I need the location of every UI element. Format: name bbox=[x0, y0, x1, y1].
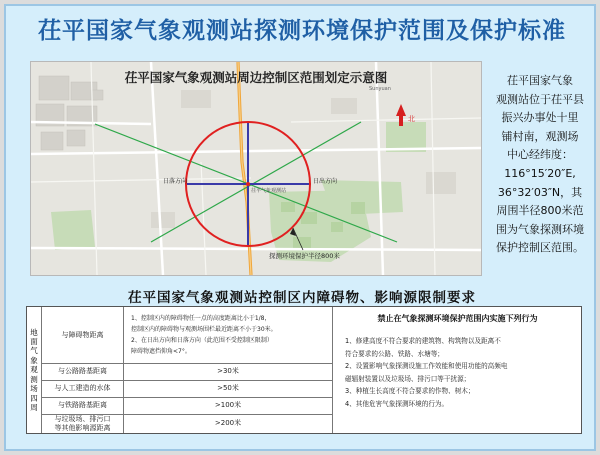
table-row-requirement: >200米 bbox=[214, 419, 242, 427]
rule-line: 磁辐射装置以及垃圾场、排污口等干扰源； bbox=[345, 374, 471, 383]
prohibited-actions-title: 禁止在气象探测环境保护范围内实施下列行为 bbox=[377, 313, 538, 323]
sunset-direction-label: 日落方向 bbox=[163, 178, 188, 185]
table-divider bbox=[332, 307, 333, 433]
rule-line: 4、其他危害气象探测环境的行为。 bbox=[345, 399, 449, 408]
table-row-requirement: >100米 bbox=[214, 401, 242, 409]
table-row-requirement: >30米 bbox=[217, 367, 239, 375]
rule-line: 符合要求的公路、铁路、水塘等； bbox=[345, 349, 444, 358]
protection-radius-label: 探测环境保护半径800米 bbox=[269, 252, 340, 260]
side-label-char: 气 bbox=[30, 346, 38, 356]
rule-line: 1、修建高度不符合要求的建筑物、构筑物以及距离不 bbox=[345, 337, 501, 345]
description-line: 观测站位于茌平县 bbox=[496, 92, 584, 106]
description-line: 振兴办事处十里 bbox=[501, 111, 579, 125]
description-line: 茌平国家气象 bbox=[507, 74, 573, 87]
description-line: 围为气象探测环境 bbox=[496, 222, 584, 236]
side-label-char: 观 bbox=[30, 365, 38, 375]
map-title: 茌平国家气象观测站周边控制区范围划定示意图 bbox=[124, 70, 388, 85]
rule-line: 2、设置影响气象探测设施工作效能和使用功能的高频电 bbox=[345, 362, 508, 371]
side-label bbox=[27, 307, 41, 433]
side-label-char: 面 bbox=[30, 337, 38, 347]
requirements-table bbox=[26, 306, 582, 434]
rule-line: 3、种植生长高度不符合要求的作物、树木； bbox=[345, 387, 475, 396]
description-line: 周围半径800米范 bbox=[496, 204, 584, 218]
requirement-line: 1、控制区内的障碍物任一点的高度距离比小于1/8， bbox=[131, 315, 271, 322]
section-title: 茌平国家气象观测站控制区内障碍物、影响源限制要求 bbox=[128, 290, 476, 306]
map-graphic bbox=[31, 62, 481, 275]
requirement-line: 2、在日出方向和日落方向（此范围不受控制区限制） bbox=[131, 337, 273, 344]
table-row-item: 与人工建造的水体 bbox=[54, 384, 111, 392]
requirement-line: 障碍物遮挡仰角<7°。 bbox=[131, 348, 191, 355]
prohibited-actions-list bbox=[345, 335, 575, 411]
protection-area-map bbox=[30, 61, 482, 276]
table-row-item: 与障碍物距离 bbox=[61, 330, 104, 339]
item-line: 与垃圾场、排污口 bbox=[54, 414, 111, 423]
main-title: 茌平国家气象观测站探测环境保护范围及保护标准 bbox=[38, 17, 566, 44]
info-board bbox=[4, 4, 596, 451]
side-label-char: 周 bbox=[30, 402, 38, 412]
description-line: 铺村南，观测场 bbox=[501, 129, 579, 143]
sunrise-direction-label: 日出方向 bbox=[313, 178, 338, 185]
table-row-item: 与铁路路基距离 bbox=[58, 401, 107, 409]
description-line: 保护控制区范围。 bbox=[496, 241, 584, 255]
station-description bbox=[482, 72, 598, 258]
side-label-char: 测 bbox=[30, 374, 38, 384]
north-label: 北 bbox=[408, 115, 415, 123]
description-line: 116°15′20″E, bbox=[504, 166, 576, 180]
table-row-requirement: >50米 bbox=[217, 384, 239, 392]
side-label-char: 四 bbox=[30, 393, 38, 403]
requirement-line: 控制区内的障碍物与观测场围栏最近距离不小于30米。 bbox=[131, 326, 277, 333]
side-label-char: 象 bbox=[30, 355, 38, 365]
table-row-item bbox=[42, 414, 123, 433]
description-line: 36°32′03″N，其 bbox=[497, 185, 583, 199]
side-label-char: 场 bbox=[30, 384, 38, 394]
station-label: 茌平气象观测站 bbox=[251, 188, 287, 194]
place-label: Sunyuan bbox=[369, 86, 391, 92]
table-row-item: 与公路路基距离 bbox=[58, 367, 107, 375]
description-line: 中心经纬度： bbox=[507, 148, 573, 162]
table-row-requirement bbox=[131, 307, 331, 363]
side-label-char: 地 bbox=[30, 327, 38, 337]
item-line: 等其他影响源距离 bbox=[54, 423, 111, 432]
